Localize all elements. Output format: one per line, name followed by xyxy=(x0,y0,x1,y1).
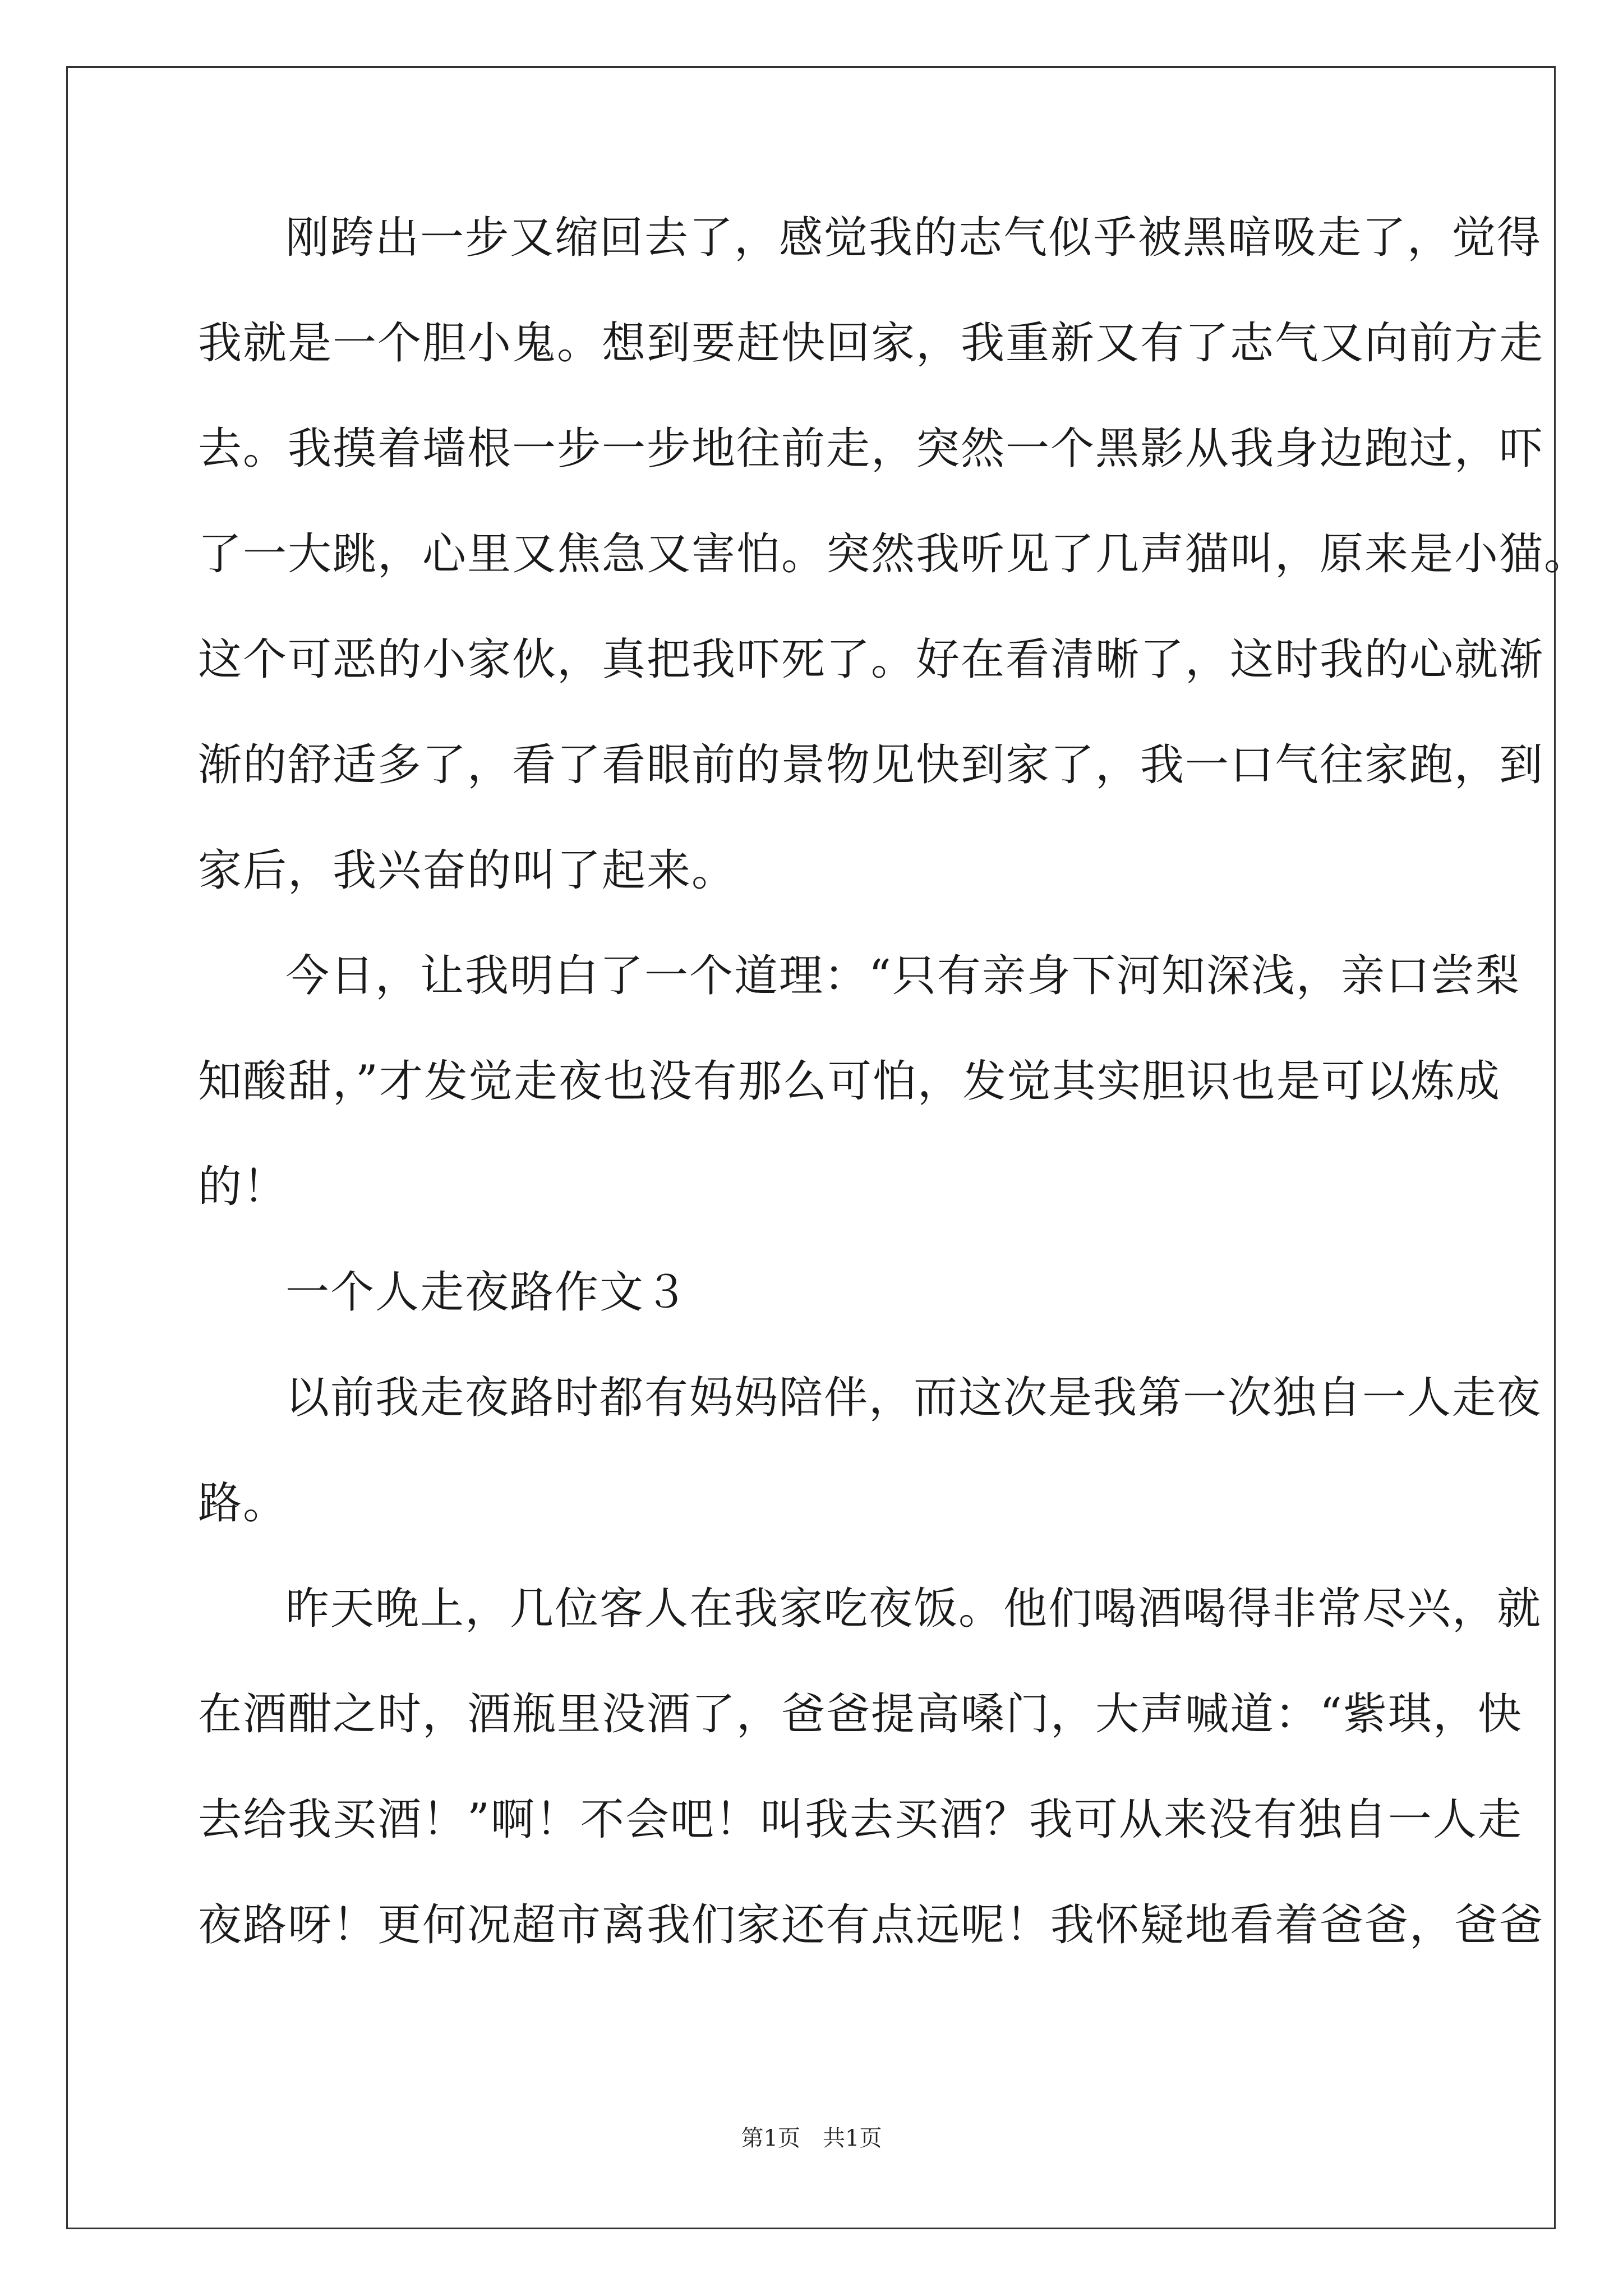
text-line: 去。我摸着墙根一步一步地往前走，突然一个黑影从我身边跑过，吓 xyxy=(198,424,1544,474)
text-line: 知酸甜，”才发觉走夜也没有那么可怕，发觉其实胆识也是可以炼成 xyxy=(198,1056,1501,1107)
text-line: 路。 xyxy=(198,1478,288,1529)
section-heading: 一个人走夜路作文３ xyxy=(285,1267,690,1318)
text-line: 去给我买酒！”啊！不会吧！叫我去买酒？我可从来没有独自一人走 xyxy=(198,1795,1523,1845)
text-line: 渐的舒适多了，看了看眼前的景物见快到家了，我一口气往家跑，到 xyxy=(198,740,1544,790)
text-line: 家后，我兴奋的叫了起来。 xyxy=(198,845,737,896)
text-line: 这个可恶的小家伙，真把我吓死了。好在看清晰了，这时我的心就渐 xyxy=(198,634,1544,685)
text-line: 以前我走夜路时都有妈妈陪伴，而这次是我第一次独自一人走夜 xyxy=(285,1373,1542,1423)
text-line: 刚跨出一步又缩回去了，感觉我的志气似乎被黑暗吸走了，觉得 xyxy=(285,213,1542,263)
text-line: 昨天晚上，几位客人在我家吃夜饭。他们喝酒喝得非常尽兴，就 xyxy=(285,1584,1542,1634)
text-line: 我就是一个胆小鬼。想到要赶快回家，我重新又有了志气又向前方走 xyxy=(198,318,1544,369)
text-line: 在酒酣之时，酒瓶里没酒了，爸爸提高嗓门，大声喊道：“紫琪，快 xyxy=(198,1689,1523,1740)
text-line: 今日，让我明白了一个道理：“只有亲身下河知深浅，亲口尝梨 xyxy=(285,951,1520,1001)
text-line: 了一大跳，心里又焦急又害怕。突然我听见了几声猫叫，原来是小猫。 xyxy=(198,529,1589,579)
text-line: 的！ xyxy=(198,1162,288,1212)
document-body xyxy=(198,213,1589,2009)
page-footer: 第1页 共1页 xyxy=(741,2125,882,2151)
text-line: 夜路呀！更何况超市离我们家还有点远呢！我怀疑地看着爸爸，爸爸 xyxy=(198,1900,1544,1950)
